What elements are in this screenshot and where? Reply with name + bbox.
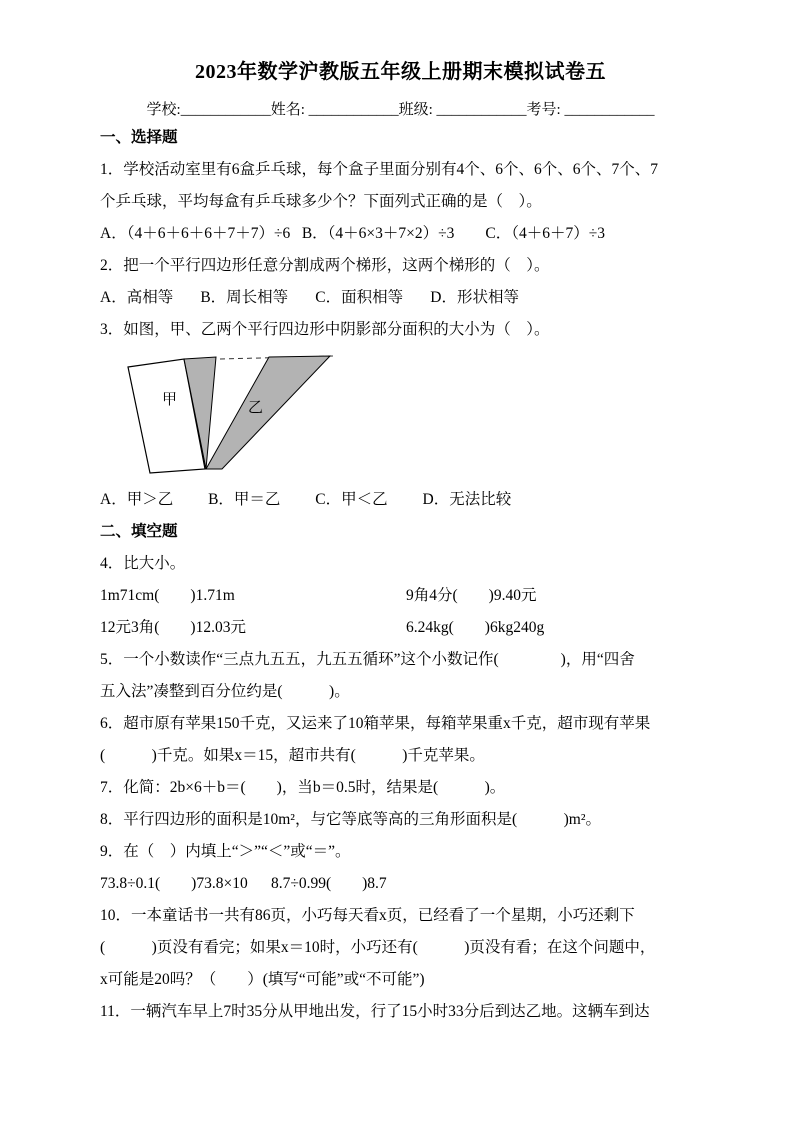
- question-2-options: A．高相等 B．周长相等 C．面积相等 D．形状相等: [100, 289, 519, 306]
- question-6-line-2: ( )千克。如果x＝15，超市共有( )千克苹果。: [100, 747, 485, 764]
- shaded-region-yi: [206, 356, 330, 469]
- student-info-line: 学校:____________姓名: ____________班级: ____________考号: ____________: [146, 102, 655, 118]
- question-4-row-1: [100, 580, 701, 612]
- question-8-line-1: 8．平行四边形的面积是10m²，与它等底等高的三角形面积是( )m²。: [100, 811, 601, 828]
- question-9-line-2: 73.8÷0.1( )73.8×10 8.7÷0.99( )8.7: [100, 875, 387, 892]
- section-1-heading: 一、选择题: [100, 129, 178, 146]
- question-4-lead: 4．比大小。: [100, 555, 186, 572]
- parallelogram-figure: [126, 352, 338, 480]
- exam-title: 2023年数学沪教版五年级上册期末模拟试卷五: [195, 61, 606, 83]
- question-1-options: A．（4＋6＋6＋6＋7＋7）÷6 B．（4＋6×3＋7×2）÷3 C．（4＋6＋7）÷3: [100, 225, 605, 242]
- question-1-line-2: 个乒乓球，平均每盒有乒乓球多少个？下面列式正确的是（ ）。: [100, 193, 542, 210]
- question-3-figure: [126, 352, 701, 480]
- label-jia: 甲: [162, 392, 178, 408]
- question-10-line-1: 10．一本童话书一共有86页，小巧每天看x页，已经看了一个星期，小巧还剩下: [100, 907, 635, 924]
- compare-item-2: 9角4分( )9.40元: [406, 587, 537, 604]
- question-5-line-1: 5．一个小数读作“三点九五五，九五五循环”这个小数记作( )，用“四舍: [100, 651, 635, 668]
- question-3-line-1: 3．如图，甲、乙两个平行四边形中阴影部分面积的大小为（ ）。: [100, 321, 550, 338]
- question-2-line-1: 2．把一个平行四边形任意分割成两个梯形，这两个梯形的（ ）。: [100, 257, 550, 274]
- question-5-line-2: 五入法”凑整到百分位约是( )。: [100, 683, 350, 700]
- question-3-options: A．甲＞乙 B．甲＝乙 C．甲＜乙 D．无法比较: [100, 491, 512, 508]
- question-1-line-1: 1．学校活动室里有6盒乒乓球，每个盒子里面分别有4个、6个、6个、6个、7个、7: [100, 161, 659, 178]
- question-6-line-1: 6．超市原有苹果150千克，又运来了10箱苹果，每箱苹果重x千克，超市现有苹果: [100, 715, 651, 732]
- question-11-line-1: 11．一辆汽车早上7时35分从甲地出发，行了15小时33分后到达乙地。这辆车到达: [100, 1003, 650, 1020]
- compare-item-4: 6.24kg( )6kg240g: [406, 619, 545, 636]
- question-10-line-3: x可能是20吗？（ ）(填写“可能”或“不可能”): [100, 971, 425, 988]
- question-9-line-1: 9．在（ ）内填上“＞”“＜”或“＝”。: [100, 843, 351, 860]
- question-10-line-2: ( )页没有看完；如果x＝10时，小巧还有( )页没有看；在这个问题中，: [100, 939, 656, 956]
- compare-item-1: 1m71cm( )1.71m: [100, 587, 235, 604]
- label-yi: 乙: [248, 400, 264, 416]
- section-2-heading: 二、填空题: [100, 523, 178, 540]
- question-7-line-1: 7．化简：2b×6＋b＝( )，当b＝0.5时，结果是( )。: [100, 779, 506, 796]
- compare-item-3: 12元3角( )12.03元: [100, 619, 246, 636]
- question-4-row-2: [100, 612, 701, 644]
